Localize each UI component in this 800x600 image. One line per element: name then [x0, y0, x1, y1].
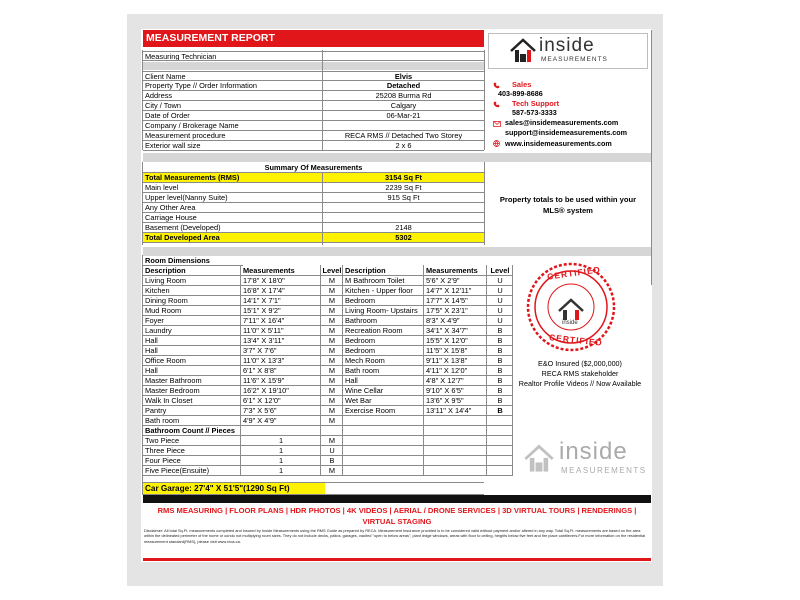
logo-word: inside [539, 35, 595, 56]
stamp-bottom-text: CERTIFIED [548, 332, 604, 348]
support-email[interactable]: support@insidemeasurements.com [505, 128, 628, 137]
room-measurement: 13'11" X 14'4" [424, 406, 487, 416]
room-measurement: 4'8" X 12'7" [424, 376, 487, 386]
info-value [323, 121, 484, 131]
technician-value [323, 51, 484, 61]
bath-level: M [321, 436, 343, 446]
services-banner: RMS MEASURING | FLOOR PLANS | HDR PHOTOS | 4K VIDEOS | AERIAL / DRONE SERVICES | 3D VIRTUAL TOURS | RENDERINGS | VIRTUAL STAGING [157, 506, 637, 526]
empty-cell [487, 436, 513, 446]
room-level: M [321, 326, 343, 336]
info-label: Date of Order [143, 111, 323, 121]
col-header-level: Level [322, 266, 342, 275]
bathroom-count-title: Bathroom Count // Pieces [143, 426, 241, 436]
room-description: Exercise Room [343, 406, 424, 416]
grid-line [142, 50, 143, 150]
empty-cell [424, 426, 487, 436]
room-measurement: 16'8" X 17'4" [241, 286, 321, 296]
room-level: M [321, 356, 343, 366]
room-level: U [487, 276, 513, 286]
empty-cell [343, 466, 424, 476]
bath-count: 1 [241, 466, 321, 476]
info-label: Client Name [143, 71, 323, 81]
room-level: U [487, 316, 513, 326]
grid-line [486, 265, 487, 476]
room-description: M Bathroom Toilet [343, 276, 424, 286]
summary-value: 3154 Sq Ft [323, 173, 484, 183]
info-value: Elvis [323, 71, 484, 81]
empty-cell [343, 446, 424, 456]
room-measurement: 11'5" X 15'8" [424, 346, 487, 356]
col-header-measurements: Measurements [241, 266, 321, 276]
empty-cell [424, 446, 487, 456]
room-measurement: 11'6" X 15'9" [241, 376, 321, 386]
realtor-videos: Realtor Profile Videos // Now Available [518, 379, 642, 388]
col-header-level: Level [487, 266, 513, 276]
room-description: Kitchen - Upper floor [343, 286, 424, 296]
watermark-word: inside [559, 438, 628, 465]
room-level: M [321, 416, 343, 426]
info-value: RECA RMS // Detached Two Storey [323, 131, 484, 141]
stamp-word: inside [562, 320, 578, 326]
logo-subtitle: MEASUREMENTS [541, 56, 608, 63]
disclaimer: Disclaimer: All total Sq.Ft. measurements completed and insured by Inside Measurements using the RMS Guide as prepared by RECA. Measurement Insurance provided is to be considered valid without payment and/or altered in any way. Total Sq.Ft. measurements are based on the area within the delineated perimeter of the home or condo not multiplying room sizes. They do not include decks, patios, garages, vaulted "open to below areas", plant ledge windows, areas with floor to ceiling, heights below five feet and fire place cantilevers.For more information on the residential measurement standard(RMS), please visit www.reca.ca. [144, 528, 646, 544]
empty-cell [321, 426, 343, 436]
room-measurement: 11'0" X 5'11" [241, 326, 321, 336]
grid-line [143, 482, 484, 483]
info-label: Exterior wall size [143, 141, 323, 151]
grid-line [651, 30, 652, 285]
globe-icon [493, 140, 500, 147]
room-measurement: 7'11" X 16'4" [241, 316, 321, 326]
grid-line [342, 265, 343, 476]
room-level: U [487, 306, 513, 316]
bath-type: Three Piece [143, 446, 241, 456]
room-description: Wine Cellar [343, 386, 424, 396]
info-value: Calgary [323, 101, 484, 111]
sales-email[interactable]: sales@insidemeasurements.com [505, 118, 619, 127]
mls-note: Property totals to be used within your MLS® system [499, 195, 637, 215]
room-level: B [487, 396, 513, 406]
room-description: Bath room [143, 416, 241, 426]
room-level: M [321, 386, 343, 396]
room-measurement: 4'9" X 4'9" [241, 416, 321, 426]
car-garage: Car Garage: 27'4" X 51'5"(1290 Sq Ft) [143, 483, 325, 494]
summary-label: Total Measurements (RMS) [143, 173, 323, 183]
room-description: Hall [343, 376, 424, 386]
room-measurement: 3'7" X 7'6" [241, 346, 321, 356]
summary-label: Total Developed Area [143, 233, 323, 243]
summary-value: 2148 [323, 223, 484, 233]
room-description: Master Bedroom [143, 386, 241, 396]
room-level: M [321, 336, 343, 346]
house-logo-icon [523, 443, 555, 475]
room-description: Recreation Room [343, 326, 424, 336]
room-description: Dining Room [143, 296, 241, 306]
room-level: U [487, 296, 513, 306]
website[interactable]: www.insidemeasurements.com [505, 139, 612, 148]
room-description: Mud Room [143, 306, 241, 316]
house-logo-icon [509, 37, 537, 65]
room-description: Pantry [143, 406, 241, 416]
room-description: Bath room [343, 366, 424, 376]
room-description: Living Room [143, 276, 241, 286]
summary-value [323, 213, 484, 223]
empty-cell [343, 426, 424, 436]
grid-line [142, 162, 143, 245]
room-level: B [487, 406, 513, 416]
info-value: Detached [323, 81, 484, 91]
footer-black-bar [143, 495, 651, 503]
empty-cell [424, 456, 487, 466]
room-dimensions-title: Room Dimensions [143, 256, 243, 266]
grid-line [484, 50, 485, 150]
room-level: U [487, 286, 513, 296]
room-level: B [487, 356, 513, 366]
room-level: B [487, 326, 513, 336]
empty-cell [424, 416, 487, 426]
section-divider [143, 247, 651, 256]
grid-line [322, 173, 323, 245]
room-description: Walk In Closet [143, 396, 241, 406]
room-measurement: 15'1" X 9'2" [241, 306, 321, 316]
room-description: Kitchen [143, 286, 241, 296]
report-sheet [141, 29, 652, 562]
email-icon [493, 121, 501, 127]
bath-count: 1 [241, 446, 321, 456]
sales-phone[interactable]: 403-899-8686 [498, 89, 543, 98]
room-description: Mech Room [343, 356, 424, 366]
room-level: B [487, 346, 513, 356]
room-description: Office Room [143, 356, 241, 366]
grid-line [142, 255, 143, 495]
grid-line [423, 265, 424, 476]
empty-cell [343, 416, 424, 426]
section-divider [143, 153, 651, 162]
room-level: M [321, 406, 343, 416]
room-description: Foyer [143, 316, 241, 326]
info-label: City / Town [143, 101, 323, 111]
room-description: Hall [143, 336, 241, 346]
grid-line [240, 265, 241, 476]
empty-cell [424, 466, 487, 476]
info-label: Company / Brokerage Name [143, 121, 323, 131]
grid-line [320, 265, 321, 476]
footer-red-line [143, 558, 651, 561]
room-measurement: 6'1" X 8'8" [241, 366, 321, 376]
grid-line [484, 162, 485, 245]
room-level: B [487, 366, 513, 376]
room-measurement: 7'3" X 5'6" [241, 406, 321, 416]
info-value: 2 x 6 [323, 141, 484, 151]
info-value: 06-Mar-21 [323, 111, 484, 121]
room-measurement: 14'7" X 12'11" [424, 286, 487, 296]
room-measurement: 16'2" X 19'10" [241, 386, 321, 396]
room-measurement: 17'7" X 14'5" [424, 296, 487, 306]
info-value: 25208 Burma Rd [323, 91, 484, 101]
room-description: Living Room- Upstairs [343, 306, 424, 316]
room-level: M [321, 366, 343, 376]
room-level: M [321, 286, 343, 296]
logo-box [488, 33, 648, 69]
bath-level: B [321, 456, 343, 466]
room-measurement: 17'8" X 18'0" [241, 276, 321, 286]
empty-cell [241, 426, 321, 436]
empty-cell [487, 446, 513, 456]
room-measurement: 5'6" X 2'9" [424, 276, 487, 286]
col-header-description: Description [143, 266, 241, 276]
room-level: M [321, 376, 343, 386]
empty-cell [343, 436, 424, 446]
room-measurement: 9'11" X 13'8" [424, 356, 487, 366]
info-label: Measurement procedure [143, 131, 323, 141]
technician-label: Measuring Technician [143, 51, 323, 61]
bath-type: Five Piece(Ensuite) [143, 466, 241, 476]
room-measurement: 17'5" X 23'1" [424, 306, 487, 316]
tech-support-phone[interactable]: 587-573-3333 [512, 108, 557, 117]
room-measurement: 13'6" X 9'5" [424, 396, 487, 406]
section-divider [143, 62, 484, 70]
room-level: M [321, 396, 343, 406]
empty-cell [343, 456, 424, 466]
bath-level: M [321, 466, 343, 476]
summary-value: 5302 [323, 233, 484, 243]
summary-title: Summary Of Measurements [143, 163, 484, 173]
summary-value: 2239 Sq Ft [323, 183, 484, 193]
room-measurement: 6'1" X 12'0" [241, 396, 321, 406]
tech-support-label: Tech Support [512, 99, 560, 108]
bath-type: Two Piece [143, 436, 241, 446]
summary-value [323, 203, 484, 213]
summary-value: 915 Sq Ft [323, 193, 484, 203]
room-measurement: 15'5" X 12'0" [424, 336, 487, 346]
room-description: Hall [143, 346, 241, 356]
stamp-top-text: CERTIFIED [546, 264, 602, 282]
room-measurement: 4'11" X 12'0" [424, 366, 487, 376]
room-description: Bathroom [343, 316, 424, 326]
reca-stakeholder: RECA RMS stakeholder [541, 369, 619, 378]
bath-count: 1 [241, 456, 321, 466]
eo-insured: E&O Insured ($2,000,000) [538, 359, 622, 368]
watermark-logo [523, 439, 647, 479]
bath-level: U [321, 446, 343, 456]
room-measurement: 13'4" X 3'11" [241, 336, 321, 346]
grid-line [512, 265, 513, 476]
room-level: B [487, 336, 513, 346]
sales-label: Sales [512, 80, 532, 89]
info-label: Address [143, 91, 323, 101]
room-measurement: 8'3" X 4'9" [424, 316, 487, 326]
summary-label: Upper level(Nanny Suite) [143, 193, 323, 203]
summary-label: Basement (Developed) [143, 223, 323, 233]
room-level: B [487, 376, 513, 386]
bath-count: 1 [241, 436, 321, 446]
room-level: B [487, 386, 513, 396]
room-description: Bedroom [343, 296, 424, 306]
phone-icon [493, 82, 500, 89]
watermark-sub: MEASUREMENTS [561, 466, 647, 475]
phone-icon [493, 101, 500, 108]
room-level: M [321, 306, 343, 316]
room-level: M [321, 276, 343, 286]
empty-cell [424, 436, 487, 446]
empty-cell [487, 466, 513, 476]
empty-cell [487, 416, 513, 426]
col-header-measurements: Measurements [424, 266, 487, 276]
room-description: Bedroom [343, 346, 424, 356]
room-measurement: 11'0" X 13'3" [241, 356, 321, 366]
room-description: Hall [143, 366, 241, 376]
report-title: MEASUREMENT REPORT [146, 32, 275, 44]
empty-cell [487, 456, 513, 466]
col-header-description: Description [343, 266, 424, 276]
room-level: M [321, 296, 343, 306]
room-measurement: 34'1" X 34'7" [424, 326, 487, 336]
room-level: M [321, 316, 343, 326]
room-level: M [321, 346, 343, 356]
room-description: Wet Bar [343, 396, 424, 406]
empty-cell [487, 426, 513, 436]
room-measurement: 14'1" X 7'1" [241, 296, 321, 306]
summary-label: Main level [143, 183, 323, 193]
room-description: Master Bathroom [143, 376, 241, 386]
grid-line [322, 50, 323, 150]
bath-type: Four Piece [143, 456, 241, 466]
summary-label: Any Other Area [143, 203, 323, 213]
room-description: Bedroom [343, 336, 424, 346]
room-measurement: 9'10" X 6'5" [424, 386, 487, 396]
summary-label: Carriage House [143, 213, 323, 223]
room-description: Laundry [143, 326, 241, 336]
info-label: Property Type // Order Information [143, 81, 323, 91]
